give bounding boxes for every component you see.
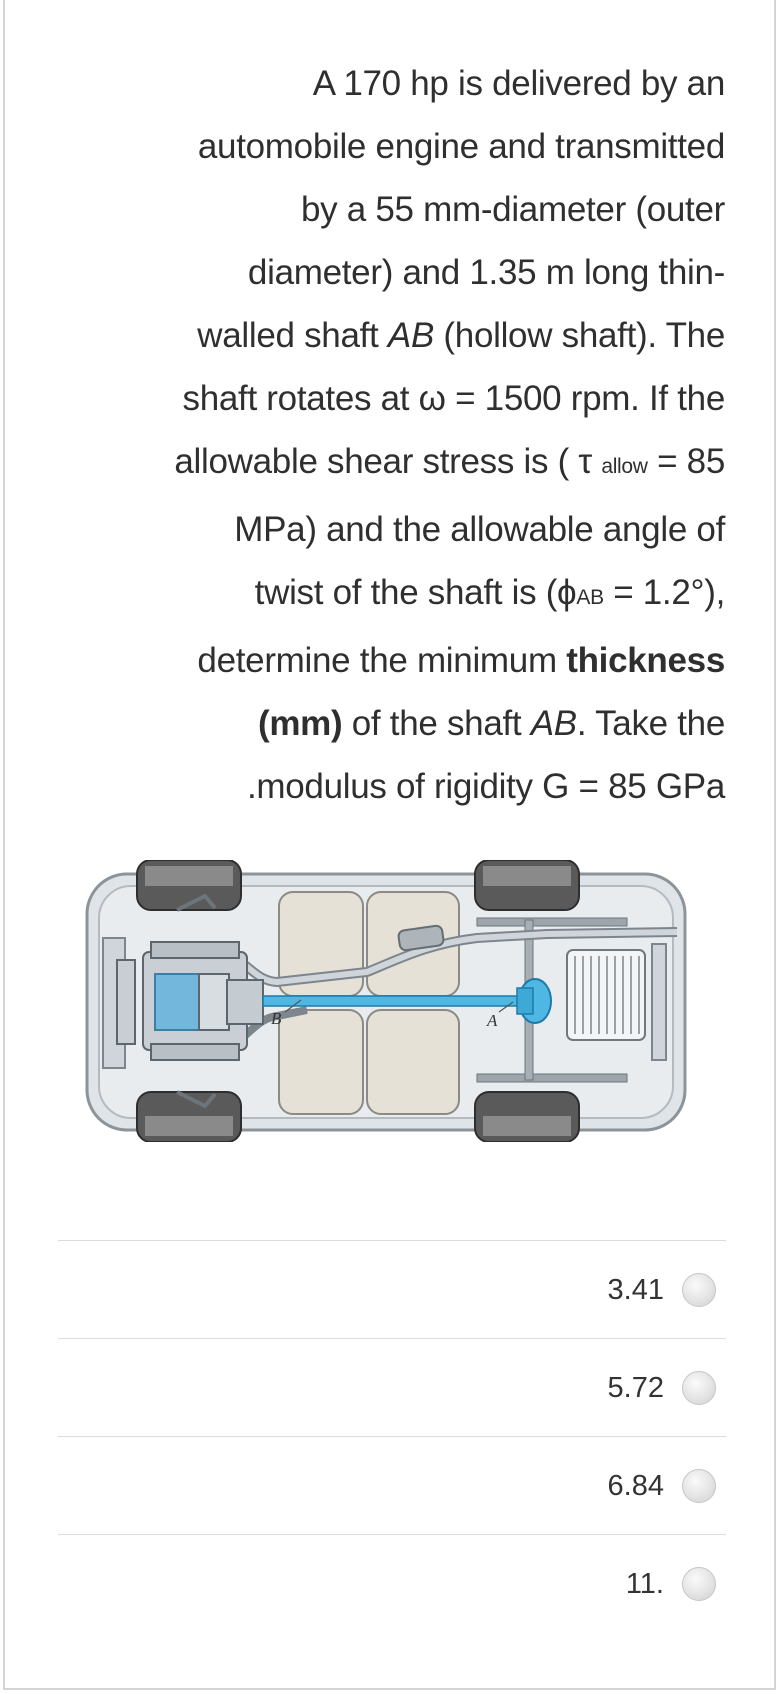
question-line: MPa) and the allowable angle of <box>234 510 725 549</box>
question-card <box>3 0 776 1690</box>
drive-shaft-ab <box>263 996 521 1006</box>
rear-axle-top <box>477 918 627 926</box>
engine-core <box>155 974 199 1030</box>
answer-value: 5.72 <box>607 1372 664 1404</box>
question-line: diameter) and 1.35 m long thin- <box>247 253 725 292</box>
question-text-part: twist of the shaft is (ϕ <box>254 573 577 612</box>
answer-option[interactable] <box>58 1240 726 1338</box>
rear-axle-bottom <box>477 1074 627 1082</box>
seat-front-right <box>279 1010 363 1114</box>
tire-front-right-tread <box>145 1116 233 1136</box>
question-line <box>45 430 725 498</box>
answer-option[interactable] <box>58 1534 726 1632</box>
question-line: A 170 hp is delivered by an <box>312 64 725 103</box>
answer-value: 3.41 <box>607 1274 664 1306</box>
answer-option[interactable] <box>58 1338 726 1436</box>
question-line: by a 55 mm-diameter (outer <box>300 190 725 229</box>
label-b: B <box>271 1009 282 1028</box>
engine-top <box>151 942 239 958</box>
tire-rear-left-tread <box>483 866 571 886</box>
tire-front-left-tread <box>145 866 233 886</box>
unit-bold: (mm) <box>257 704 343 743</box>
question-text <box>45 52 725 818</box>
car-chassis-figure <box>77 860 695 1142</box>
transmission <box>199 974 229 1030</box>
answer-list <box>58 1240 726 1632</box>
subscript-ab: AB <box>576 586 604 609</box>
transmission-housing <box>227 980 263 1024</box>
radio-button[interactable] <box>682 1567 716 1601</box>
question-text-part: determine the minimum <box>197 641 567 680</box>
shaft-label-italic: AB <box>387 316 434 355</box>
question-line: automobile engine and transmitted <box>197 127 725 166</box>
seat-rear-right <box>367 1010 459 1114</box>
differential-body <box>517 988 533 1014</box>
question-line <box>45 304 725 367</box>
question-line: .modulus of rigidity G = 85 GPa <box>246 767 725 806</box>
question-line <box>45 692 725 755</box>
question-text-part: of the shaft <box>342 704 531 743</box>
question-line: shaft rotates at ω = 1500 rpm. If the <box>182 379 725 418</box>
question-text-part: = 1.2°), <box>603 573 725 612</box>
rear-frame <box>652 944 666 1060</box>
question-text-part: . Take the <box>576 704 725 743</box>
engine-bottom <box>151 1044 239 1060</box>
answer-value: 6.84 <box>607 1470 664 1502</box>
question-text-part: walled shaft <box>197 316 388 355</box>
radiator <box>117 960 135 1044</box>
radio-button[interactable] <box>682 1469 716 1503</box>
thickness-bold: thickness <box>566 641 725 680</box>
question-line <box>45 561 725 629</box>
question-text-part: allowable shear stress is ( τ <box>174 442 602 481</box>
question-text-part: (hollow shaft). The <box>434 316 725 355</box>
answer-option[interactable] <box>58 1436 726 1534</box>
label-a: A <box>487 1011 498 1030</box>
shaft-label-italic: AB <box>530 704 577 743</box>
subscript-allow: allow <box>601 455 648 478</box>
tire-rear-right-tread <box>483 1116 571 1136</box>
question-text-part: = 85 <box>647 442 725 481</box>
answer-value: 11. <box>625 1568 664 1600</box>
question-line <box>45 629 725 692</box>
radio-button[interactable] <box>682 1273 716 1307</box>
radio-button[interactable] <box>682 1371 716 1405</box>
